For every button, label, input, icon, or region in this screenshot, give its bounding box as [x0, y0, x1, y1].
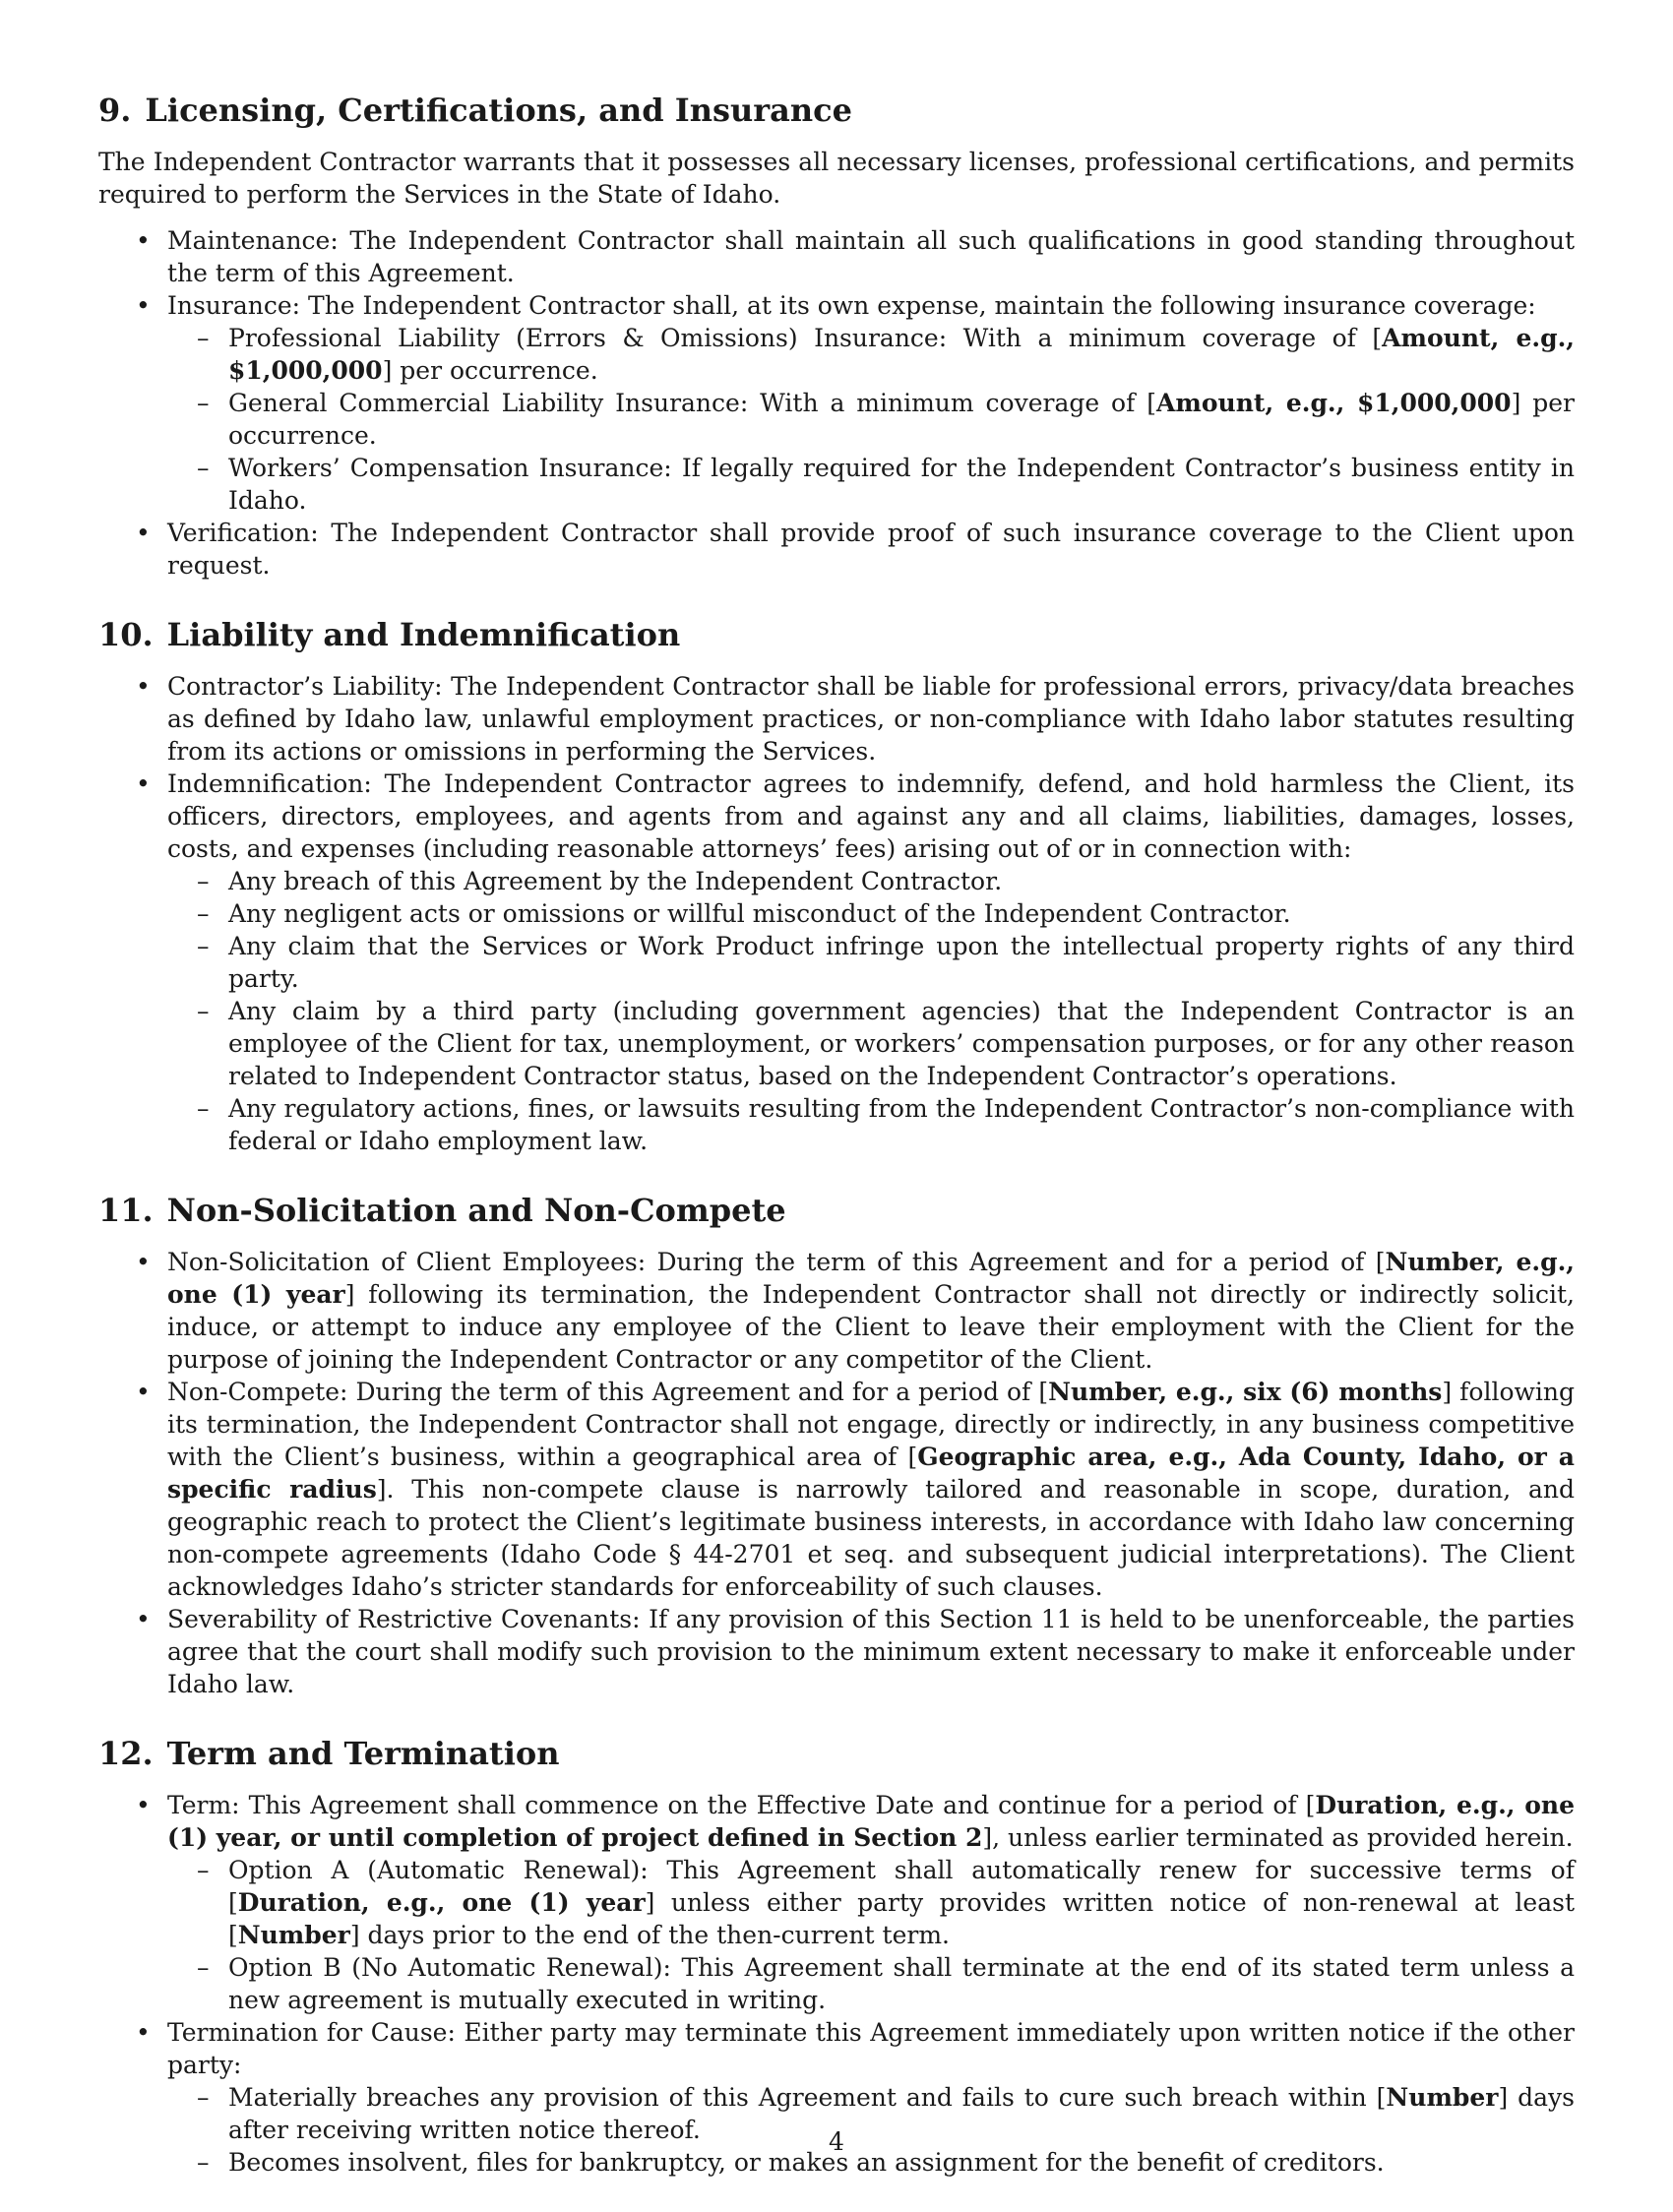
section-12: [98, 1734, 1575, 2179]
indemnification-item: [98, 768, 1575, 1157]
indemnification-subitem: – Any claim by a third party (including government agencies) that the Independent Contractor is an employee of the Client for tax, unemployment, or workers’ compensation purposes, or for any other reason related to Independent Contractor status, based on the Independent Contractor’s operations.: [167, 995, 1575, 1092]
section-12-number: 12.: [98, 1735, 154, 1772]
option-a-item: [167, 1854, 1575, 1951]
term-text-post: ], unless earlier terminated as provided herein.: [982, 1823, 1574, 1852]
section-12-list: [98, 1789, 1575, 2179]
ns-period-placeholder: Number, e.g., one (1) year: [167, 1248, 1576, 1309]
cause-insolvency-item: – Becomes insolvent, files for bankruptcy, or makes an assignment for the benefit of creditors.: [167, 2146, 1575, 2179]
indemnification-subitem: – Any negligent acts or omissions or willful misconduct of the Independent Contractor.: [167, 897, 1575, 930]
indemnification-subitem: – Any regulatory actions, fines, or lawsuits resulting from the Independent Contractor’s non-compliance with federal or Idaho employment law.: [167, 1092, 1575, 1157]
opta-number-placeholder: Number: [237, 1921, 350, 1949]
contractor-liability-item: • Contractor’s Liability: The Independent Contractor shall be liable for professional errors, privacy/data breaches as defined by Idaho law, unlawful employment practices, or non-compliance with Idaho labor statutes resulting from its actions or omissions in performing the Services.: [98, 670, 1575, 768]
section-10: [98, 615, 1575, 1157]
term-options-sublist: [167, 1854, 1575, 2016]
nc-area-placeholder: Geographic area, e.g., Ada County, Idaho, or a specific radius: [167, 1443, 1575, 1504]
section-9-title: Licensing, Certifications, and Insurance: [145, 92, 852, 129]
section-11-title: Non-Solicitation and Non-Compete: [166, 1192, 786, 1229]
insurance-item: [98, 289, 1575, 517]
term-text-pre: Term: This Agreement shall commence on the Effective Date and continue for a period of [: [167, 1791, 1316, 1819]
section-11-list: [98, 1246, 1575, 1700]
document-page: [98, 91, 1575, 2212]
cause1-text-pre: Materially breaches any provision of this Agreement and fails to cure such breach within [: [228, 2083, 1387, 2112]
section-9-heading: [98, 91, 1575, 130]
indemnification-sublist: [167, 865, 1575, 1157]
indemnification-subitem: – Any claim that the Services or Work Product infringe upon the intellectual property rights of any third party.: [167, 930, 1575, 995]
gl-text-pre: General Commercial Liability Insurance: With a minimum coverage of [: [228, 389, 1157, 417]
section-11: [98, 1191, 1575, 1700]
opta-duration-placeholder: Duration, e.g., one (1) year: [237, 1888, 646, 1917]
non-solicitation-item: [98, 1246, 1575, 1376]
insurance-sublist: [167, 322, 1575, 517]
general-liability-item: [167, 387, 1575, 452]
pl-text-pre: Professional Liability (Errors & Omissions) Insurance: With a minimum coverage of [: [228, 324, 1383, 352]
non-compete-item: [98, 1376, 1575, 1603]
section-9-intro: The Independent Contractor warrants that it possesses all necessary licenses, professional certifications, and permits required to perform the Services in the State of Idaho.: [98, 148, 1575, 209]
section-12-title: Term and Termination: [166, 1735, 560, 1772]
cause1-number-placeholder: Number: [1386, 2083, 1499, 2112]
professional-liability-item: [167, 322, 1575, 387]
verification-item: • Verification: The Independent Contractor shall provide proof of such insurance coverage to the Client upon request.: [98, 517, 1575, 582]
ns-text-pre: Non-Solicitation of Client Employees: During the term of this Agreement and for a period of [: [167, 1248, 1386, 1276]
section-10-title: Liability and Indemnification: [166, 616, 681, 653]
cause-text: Termination for Cause: Either party may terminate this Agreement immediately upon written notice if the other party:: [167, 2018, 1575, 2079]
section-11-number: 11.: [98, 1192, 154, 1229]
gl-text-post: ] per occurrence.: [228, 389, 1575, 450]
ns-text-post: ] following its termination, the Independent Contractor shall not directly or indirectly solicit, induce, or attempt to induce any employee of the Client to leave their employment with the Client for the purpose of joining the Independent Contractor or any competitor of the Client.: [167, 1280, 1575, 1374]
pl-text-post: ] per occurrence.: [382, 356, 598, 385]
pl-amount-placeholder: Amount, e.g., $1,000,000: [228, 324, 1575, 385]
insurance-text: Insurance: The Independent Contractor shall, at its own expense, maintain the following insurance coverage:: [167, 291, 1536, 320]
nc-text-pre: Non-Compete: During the term of this Agreement and for a period of [: [167, 1378, 1049, 1406]
section-11-heading: [98, 1191, 1575, 1230]
indemnification-text: Indemnification: The Independent Contractor agrees to indemnify, defend, and hold harmless the Client, its officers, directors, employees, and agents from and against any and all claims, liabilities, damages, losses, costs, and expenses (including reasonable attorneys’ fees) arising out of or in connection with:: [167, 769, 1575, 863]
nc-text-post: ]. This non-compete clause is narrowly tailored and reasonable in scope, duration, and geographic reach to protect the Client’s legitimate business interests, in accordance with Idaho law concerning non-compete agreements (Idaho Code § 44-2701 et seq. and subsequent judicial interpretations). The Client acknowledges Idaho’s stricter standards for enforceability of such clauses.: [167, 1475, 1575, 1601]
severability-item: • Severability of Restrictive Covenants: If any provision of this Section 11 is held to be unenforceable, the parties agree that the court shall modify such provision to the minimum extent necessary to make it enforceable under Idaho law.: [98, 1603, 1575, 1700]
opta-text-pre: Option A (Automatic Renewal): This Agreement shall automatically renew for successive terms of [: [228, 1856, 1575, 1917]
nc-text-mid: ] following its termination, the Independent Contractor shall not engage, directly or indirectly, in any business competitive with the Client’s business, within a geographical area of [: [167, 1378, 1575, 1471]
section-10-number: 10.: [98, 616, 154, 653]
section-12-heading: [98, 1734, 1575, 1773]
page-number: 4: [829, 2127, 844, 2156]
workers-comp-item: – Workers’ Compensation Insurance: If legally required for the Independent Contractor’s business entity in Idaho.: [167, 452, 1575, 517]
cause1-text-post: ] days after receiving written notice thereof.: [228, 2083, 1576, 2144]
section-10-heading: [98, 615, 1575, 654]
section-10-list: [98, 670, 1575, 1157]
opta-text-post: ] days prior to the end of the then-current term.: [349, 1921, 950, 1949]
section-9: [98, 91, 1575, 582]
indemnification-subitem: – Any breach of this Agreement by the Independent Contractor.: [167, 865, 1575, 897]
maintenance-item: • Maintenance: The Independent Contractor shall maintain all such qualifications in good standing throughout the term of this Agreement.: [98, 224, 1575, 289]
nc-period-placeholder: Number, e.g., six (6) months: [1048, 1378, 1443, 1406]
section-9-list: [98, 224, 1575, 582]
gl-amount-placeholder: Amount, e.g., $1,000,000: [1156, 389, 1512, 417]
term-duration-placeholder: Duration, e.g., one (1) year, or until completion of project defined in Section 2: [167, 1791, 1575, 1852]
section-9-number: 9.: [98, 92, 132, 129]
term-item: [98, 1789, 1575, 2016]
opta-text-mid: ] unless either party provides written notice of non-renewal at least [: [228, 1888, 1576, 1949]
option-b-item: – Option B (No Automatic Renewal): This Agreement shall terminate at the end of its stated term unless a new agreement is mutually executed in writing.: [167, 1951, 1575, 2016]
